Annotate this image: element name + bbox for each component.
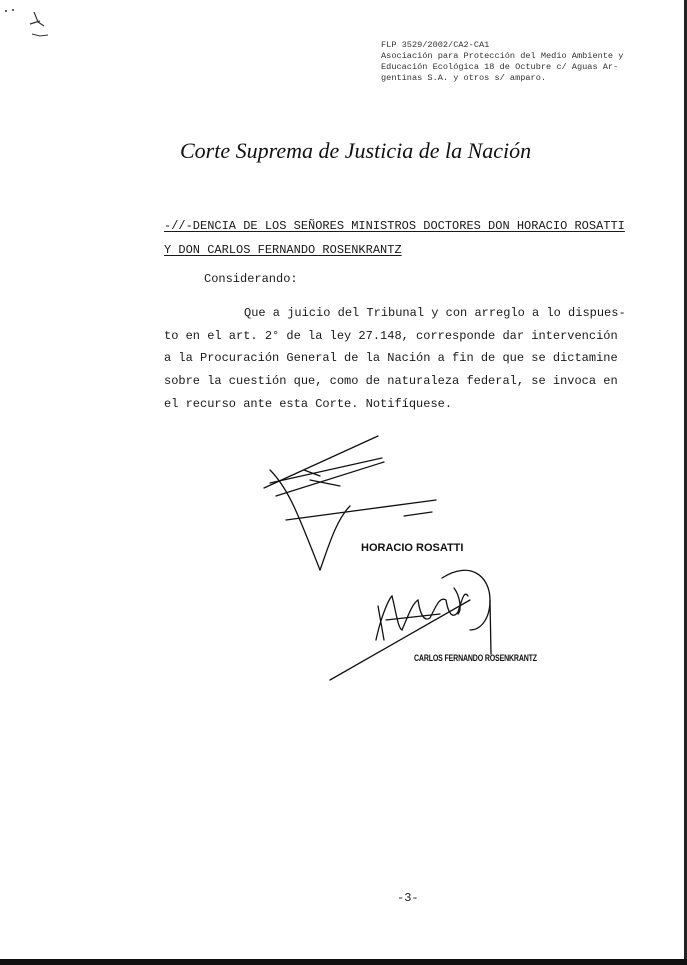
presence-line: Y DON CARLOS FERNANDO ROSENKRANTZ xyxy=(164,243,402,257)
page-number: -3- xyxy=(397,891,419,905)
scan-edge-bottom xyxy=(0,959,687,965)
presence-heading xyxy=(164,214,664,262)
body-line: a la Procuración General de la Nación a fin de que se dictamine xyxy=(164,351,618,366)
case-header-line: gentinas S.A. y otros s/ amparo. xyxy=(381,73,547,83)
signature-name-rosenkrantz: CARLOS FERNANDO ROSENKRANTZ xyxy=(414,653,537,663)
case-header-line: Educación Ecológica 18 de Octubre c/ Aguas Ar- xyxy=(381,62,619,72)
considerando-label: Considerando: xyxy=(204,272,298,286)
court-title: Corte Suprema de Justicia de la Nación xyxy=(180,138,532,163)
body-line: Que a juicio del Tribunal y con arreglo a lo dispues- xyxy=(244,306,626,320)
scan-marks xyxy=(0,0,70,50)
body-line: el recurso ante esta Corte. Notifíquese. xyxy=(164,396,453,411)
resolution-body xyxy=(164,302,664,416)
case-header-line: FLP 3529/2002/CA2-CA1 xyxy=(381,40,490,50)
case-header-line: Asociación para Protección del Medio Ambiente y xyxy=(381,51,624,61)
signature-name-rosatti: HORACIO ROSATTI xyxy=(361,542,464,554)
presence-line: -//-DENCIA DE LOS SEÑORES MINISTROS DOCTORES DON HORACIO ROSATTI xyxy=(164,219,625,233)
body-line: to en el art. 2° de la ley 27.148, corresponde dar intervención xyxy=(164,328,618,343)
signature-rosenkrantz xyxy=(330,570,491,680)
body-line: sobre la cuestión que, como de naturaleza federal, se invoca en xyxy=(164,374,618,389)
case-header xyxy=(381,40,671,84)
